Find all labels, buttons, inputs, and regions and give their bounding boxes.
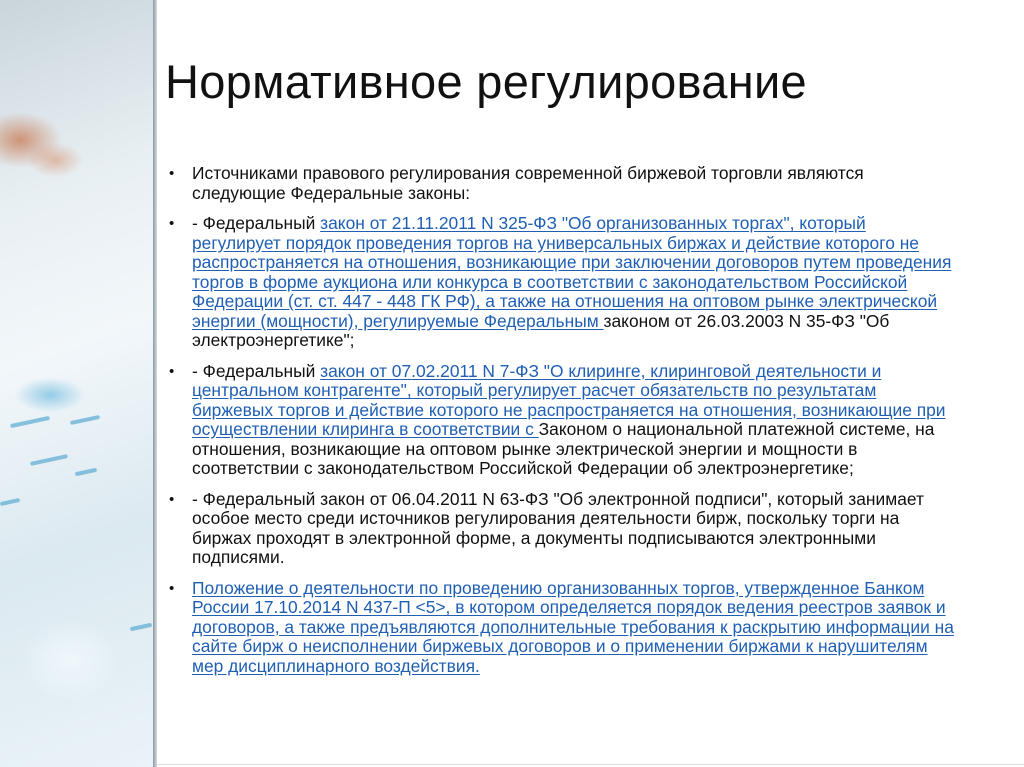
bullet-item-intro (168, 164, 958, 203)
slide-bottom-border (157, 764, 1024, 765)
bullet-dot-icon: • (169, 215, 175, 232)
panel-divider (153, 0, 157, 767)
law-325-link[interactable]: закон от 21.11.2011 N 325-ФЗ "Об организованных торгах", который регулирует порядок проведения торгов на универсальных биржах и действие которого не распространяется на отношения, возникающие при заключении договоров путем проведения торгов в форме аукциона или конкурса в соответствии с законодательством Российской Федерации (ст. ст. 447 - 448 ГК РФ), а также на отношения на оптовом рынке электрической энергии (мощности), регулируемые Федеральным (192, 213, 952, 331)
chart-bar-decoration (0, 498, 20, 506)
regulation-437-link[interactable]: Положение о деятельности по проведению организованных торгов, утвержденное Банком России 17.10.2014 N 437-П <5>, в котором определяется порядок ведения реестров заявок и договоров, а также предъявляются дополнительные требования к раскрытию информации на сайте бирж о неисполнении биржевых договоров и о применении биржами к нарушителям мер дисциплинарного воздействия. (192, 577, 954, 676)
bullet-suffix: законом от 26.03.2003 N 35-ФЗ "Об электроэнергетике"; (192, 310, 890, 350)
chart-bar-decoration (75, 468, 97, 476)
decorative-photo-panel (0, 0, 153, 767)
chart-bar-decoration (30, 454, 68, 466)
bullet-item-law-7 (168, 362, 958, 479)
bullet-item-regulation-437 (168, 579, 958, 677)
chart-bar-decoration (70, 415, 100, 425)
bullet-dot-icon: • (169, 490, 175, 508)
bullet-item-law-63 (168, 490, 958, 568)
bullet-suffix: Законом о национальной платежной системе, на отношения, возникающие на оптовом рынке электрической энергии и мощности в соответствии с законодательством Российской Федерации об электроэнергетике; (192, 419, 935, 478)
chart-bar-decoration (130, 623, 152, 631)
chart-bar-decoration (10, 416, 50, 428)
bullet-text: Источниками правового регулирования современной биржевой торговли являются следующие Федеральные законы: (192, 163, 864, 203)
bullet-prefix: - Федеральный (192, 360, 321, 381)
bullet-dot-icon: • (169, 165, 175, 182)
slide-content (168, 164, 958, 687)
bullet-text: - Федеральный закон от 06.04.2011 N 63-ФЗ "Об электронной подписи", который занимает особое место среди источников регулирования деятельности бирж, поскольку торги на биржах проходят в электронной форме, а документы подписываются электронными подписями. (192, 488, 924, 567)
bullet-item-law-325 (168, 214, 958, 351)
bullet-dot-icon: • (169, 362, 175, 380)
bullet-prefix: - Федеральный (192, 213, 321, 233)
law-7-link[interactable]: закон от 07.02.2011 N 7-ФЗ "О клиринге, клиринговой деятельности и центральном контрагенте", который регулирует расчет обязательств по результатам биржевых торгов и действие которого не распространяется на отношения, возникающие при осуществлении клиринга в соответствии с (192, 360, 946, 439)
bullet-dot-icon: • (169, 579, 175, 597)
slide-title: Нормативное регулирование (165, 55, 807, 108)
